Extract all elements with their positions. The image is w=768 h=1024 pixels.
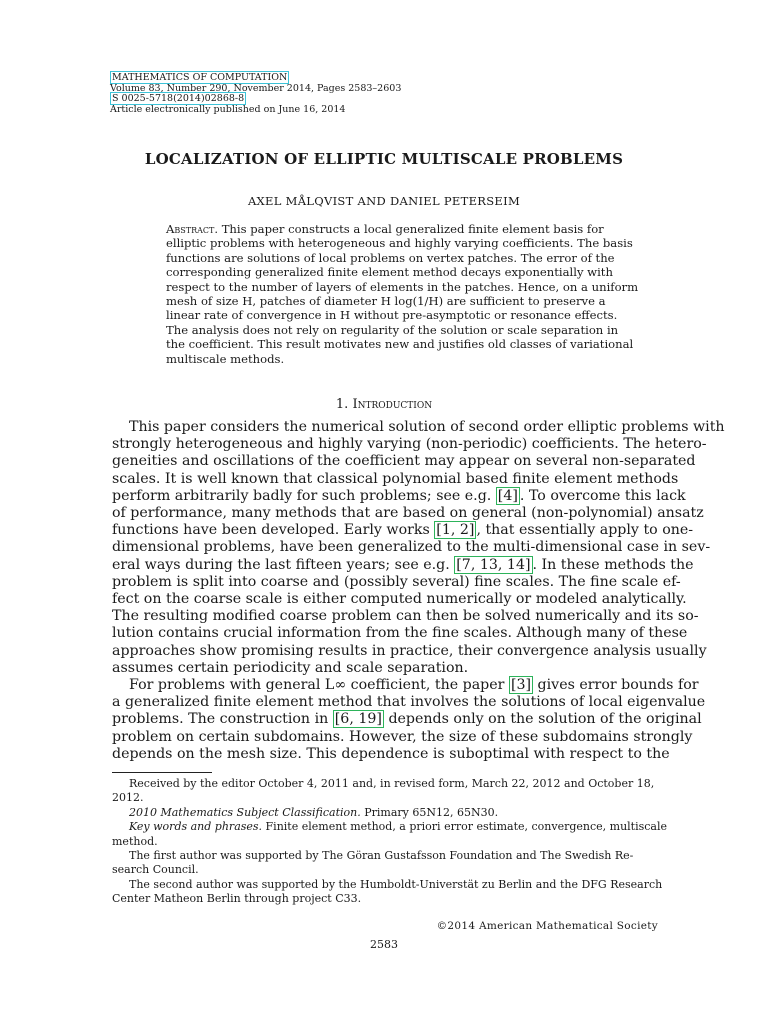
footnote-received-cont: 2012.: [112, 791, 144, 805]
citation-link[interactable]: [1, 2]: [436, 522, 475, 539]
abstract-line: respect to the number of layers of elements in the patches. Hence, on a uniform: [166, 279, 639, 294]
body-line: This paper considers the numerical solution of second order elliptic problems with: [129, 419, 725, 435]
keywords-label: Key words and phrases.: [129, 820, 263, 834]
abstract-line: multiscale methods.: [166, 351, 285, 366]
section-title: Introduction: [352, 397, 433, 412]
abstract-line: elliptic problems with heterogeneous and highly varying coefficients. The basis: [166, 236, 633, 251]
paper-title: LOCALIZATION OF ELLIPTIC MULTISCALE PROBLEMS: [144, 150, 624, 168]
body-line: strongly heterogeneous and highly varying (non-periodic) coefficients. The hetero-: [112, 436, 707, 453]
journal-link[interactable]: MATHEMATICS OF COMPUTATION: [112, 72, 288, 83]
body-line: lution contains crucial information from the fine scales. Although many of these: [112, 625, 688, 642]
footnote-rule: [112, 772, 212, 773]
abstract-line: functions are solutions of local problems on vertex patches. The error of the: [166, 250, 615, 265]
first-author-support: The first author was supported by The Göran Gustafsson Foundation and The Swedish Re-: [129, 849, 634, 863]
body-line: For problems with general L∞ coefficient, the paper [3] gives error bounds for: [129, 677, 699, 694]
body-line: a generalized finite element method that involves the solutions of local eigenvalue: [112, 694, 706, 711]
abstract-line: corresponding generalized finite element method decays exponentially with: [166, 265, 613, 280]
abstract: [166, 222, 639, 366]
citation-link[interactable]: [6, 19]: [334, 711, 382, 728]
body-line: fect on the coarse scale is either computed numerically or modeled analytically.: [112, 591, 687, 608]
body-text: [112, 419, 725, 763]
section-number: 1.: [335, 397, 349, 412]
body-line: approaches show promising results in practice, their convergence analysis usually: [112, 642, 707, 659]
citation-link[interactable]: [4]: [497, 487, 518, 504]
copyright: ©2014 American Mathematical Society: [436, 920, 658, 932]
abstract-line: mesh of size H, patches of diameter H log(1/H) are sufficient to preserve a: [166, 294, 606, 309]
body-line: problem is split into coarse and (possibly several) fine scales. The fine scale ef-: [112, 573, 681, 590]
body-line: of performance, many methods that are based on general (non-polynomial) ansatz: [112, 505, 704, 522]
body-line: The resulting modified coarse problem can then be solved numerically and its so-: [112, 608, 699, 625]
body-line: functions have been developed. Early works [1, 2] , that essentially apply to one-: [112, 522, 694, 539]
abstract-line: The analysis does not rely on regularity of the solution or scale separation in: [166, 322, 619, 337]
msc-label: 2010 Mathematics Subject Classification.: [129, 805, 361, 819]
doi-link[interactable]: S 0025-5718(2014)02868-8: [112, 93, 245, 104]
body-line: scales. It is well known that classical polynomial based finite element methods: [112, 470, 679, 487]
abstract-line: This paper constructs a local generalized finite element basis for: [218, 222, 604, 236]
abstract-line: the coefficient. This result motivates new and justifies old classes of variational: [166, 337, 634, 352]
paper-authors: AXEL MÅLQVIST AND DANIEL PETERSEIM: [247, 194, 521, 208]
second-author-support: The second author was supported by the Humboldt-Universtät zu Berlin and the DFG Research: [129, 877, 663, 891]
second-author-support-cont: Center Matheon Berlin through project C33.: [112, 892, 362, 906]
page-number: 2583: [370, 938, 398, 951]
journal-header: [110, 73, 401, 115]
body-line: perform arbitrarily badly for such problems; see e.g. [4] . To overcome this lack: [112, 487, 686, 504]
section-heading: [0, 397, 768, 412]
msc-value: Primary 65N12, 65N30.: [364, 805, 499, 819]
body-line: assumes certain periodicity and scale separation.: [112, 659, 469, 676]
first-author-support-cont: search Council.: [112, 863, 199, 877]
body-line: eral ways during the last fifteen years; see e.g. [7, 13, 14] . In these methods the: [112, 556, 694, 573]
footnotes: [112, 777, 667, 907]
abstract-label: Abstract.: [166, 222, 219, 236]
footnote-received: Received by the editor October 4, 2011 and, in revised form, March 22, 2012 and October 18,: [129, 777, 655, 790]
abstract-line: linear rate of convergence in H without pre-asymptotic or resonance effects.: [166, 308, 618, 323]
publication-date: Article electronically published on June 16, 2014: [110, 103, 346, 115]
keywords-cont: method.: [112, 834, 158, 848]
body-line: geneities and oscillations of the coefficient may appear on several non-separated: [112, 453, 696, 470]
body-line: problem on certain subdomains. However, the size of these subdomains strongly: [112, 728, 693, 745]
volume-info: Volume 83, Number 290, November 2014, Pages 2583–2603: [110, 82, 402, 94]
body-line: problems. The construction in [6, 19] depends only on the solution of the original: [112, 711, 702, 728]
citation-link[interactable]: [7, 13, 14]: [456, 556, 531, 573]
body-line: dimensional problems, have been generalized to the multi-dimensional case in sev-: [112, 539, 711, 556]
body-line: depends on the mesh size. This dependence is suboptimal with respect to the: [112, 745, 670, 762]
msc-year-label: [129, 806, 361, 819]
citation-link[interactable]: [3]: [510, 677, 532, 694]
keywords-value: Finite element method, a priori error estimate, convergence, multiscale: [265, 820, 667, 834]
